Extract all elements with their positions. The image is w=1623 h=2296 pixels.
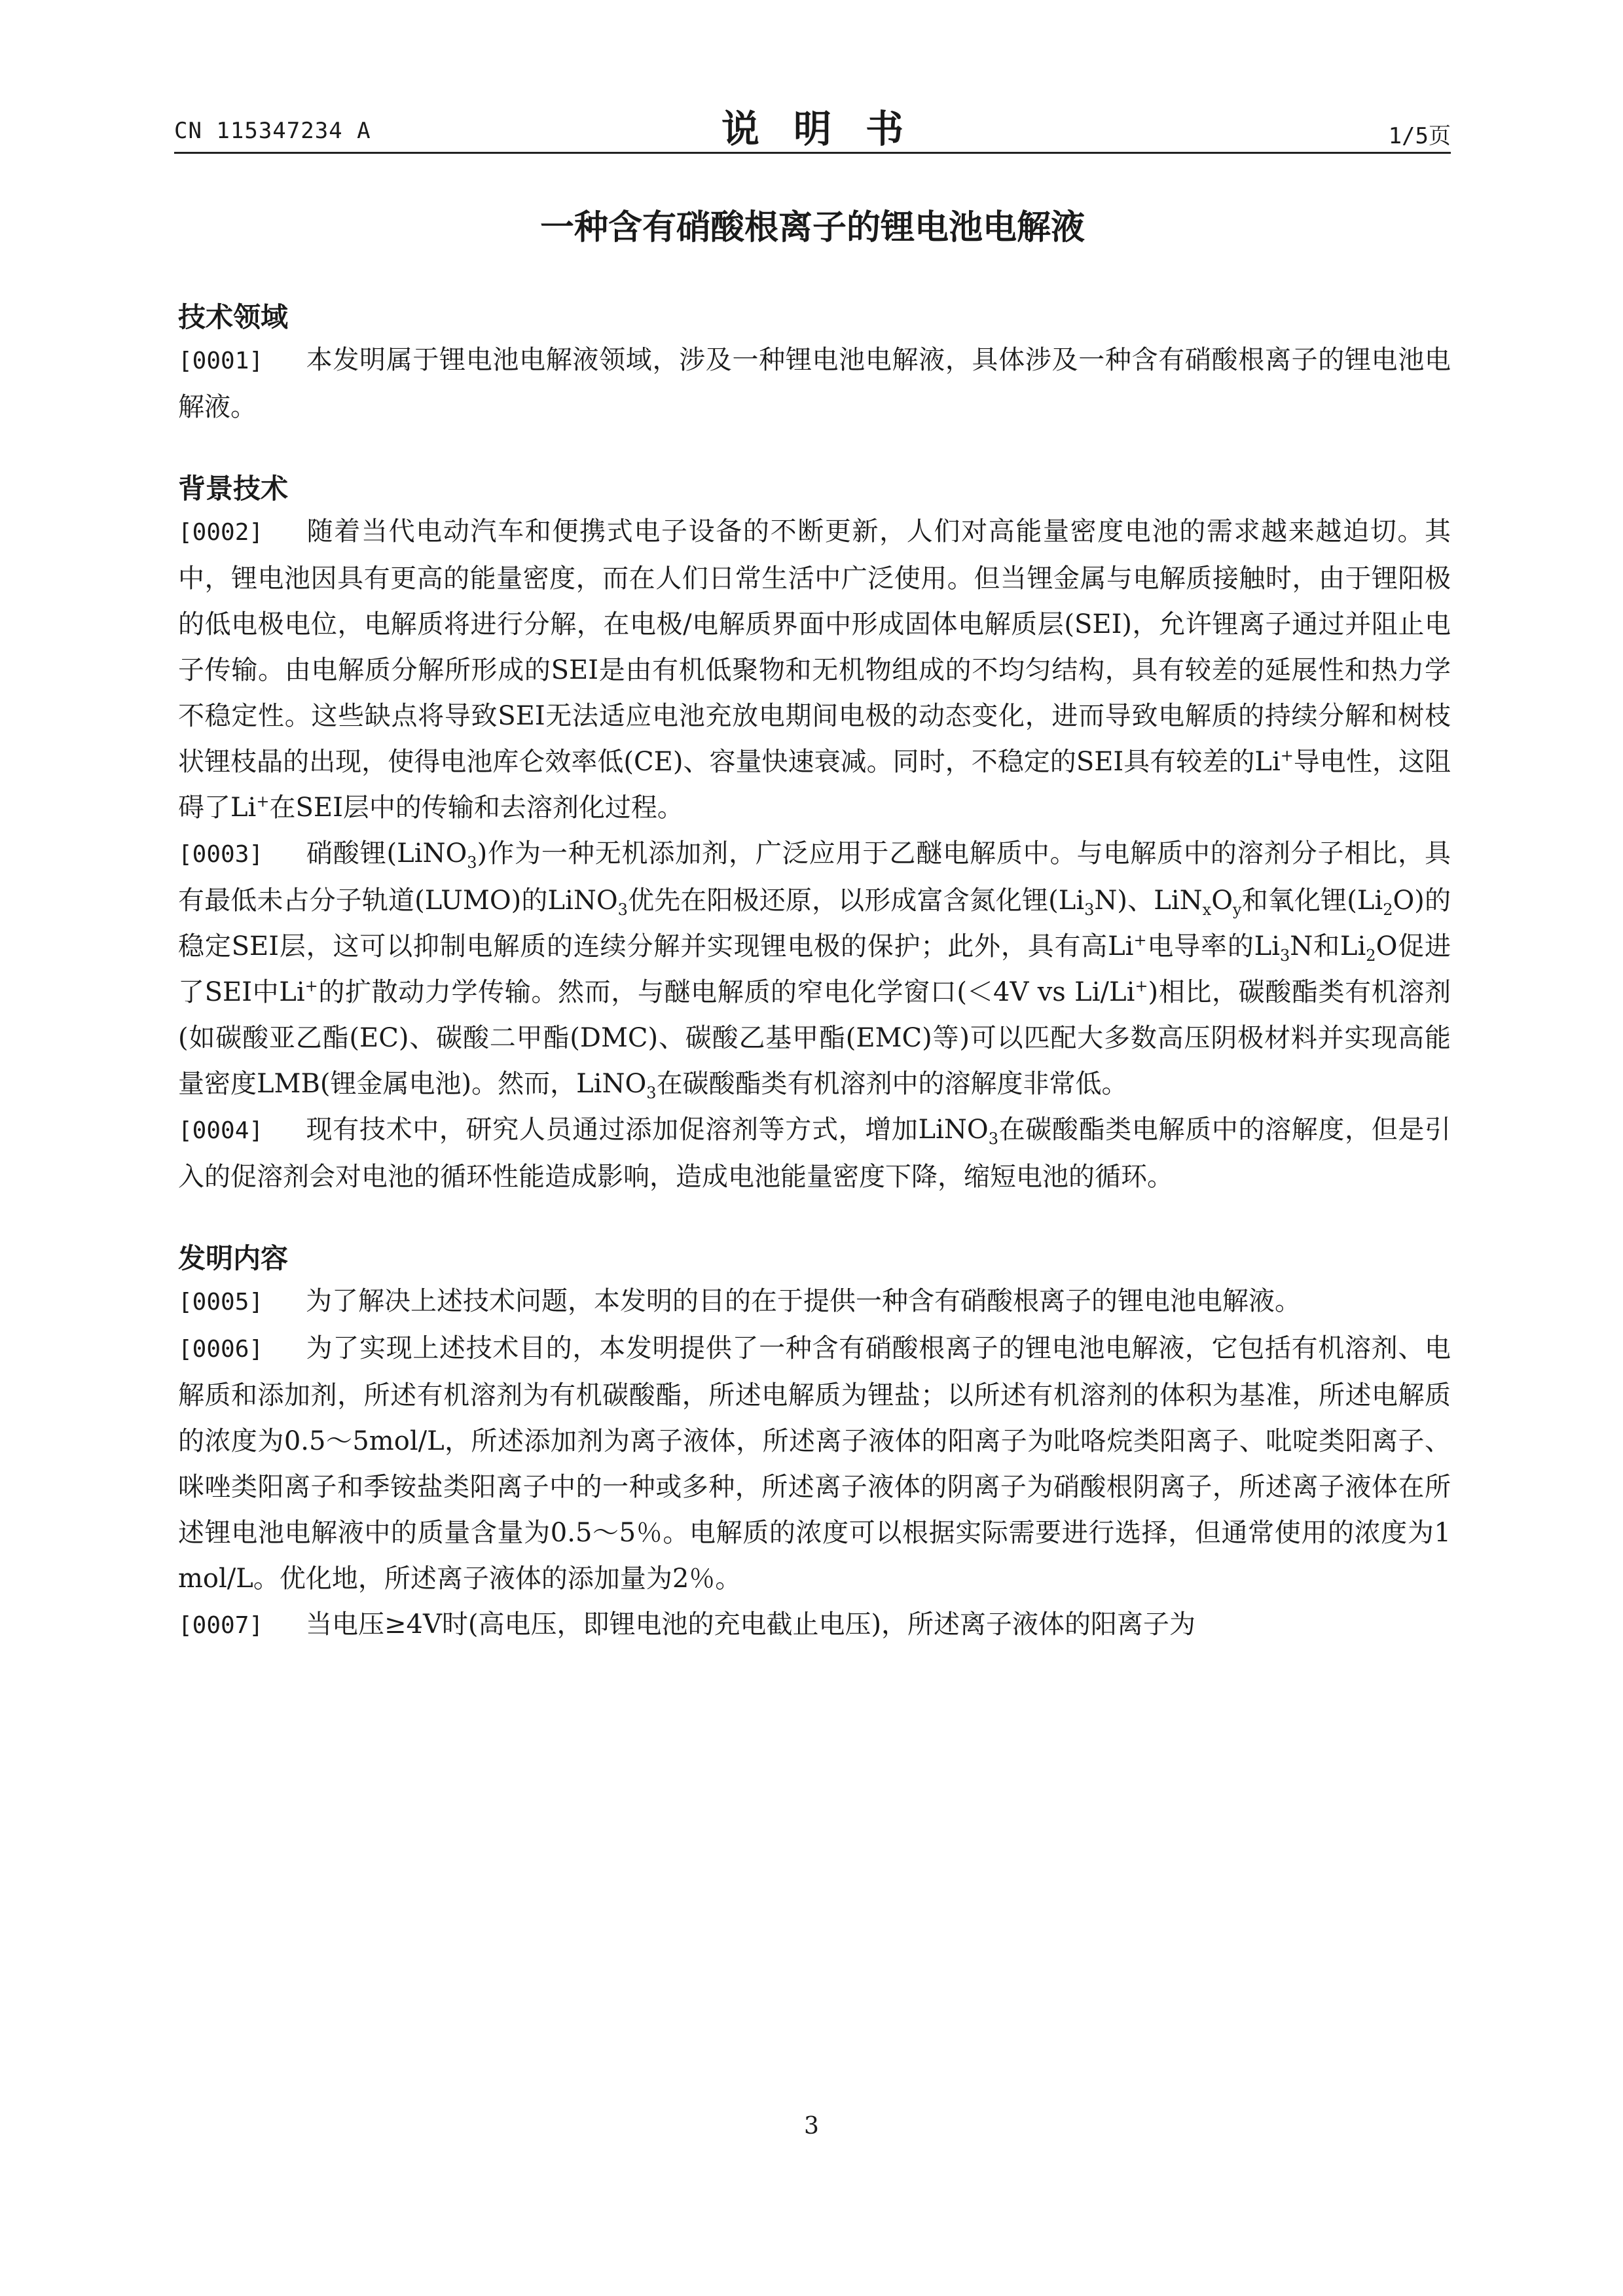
text-segment: 在碳酸酯类有机溶剂中的溶解度非常低。 xyxy=(656,1069,1128,1099)
text-segment: 的扩散动力学传输。然而，与醚电解质的窄电化学窗口(＜4V vs Li/Li xyxy=(318,977,1135,1007)
text-segment: )作为一种无机添加剂，广泛应用于乙醚电解质中。与电解质中的溶剂分子相比，具有最低未占分子轨道(LUMO)的LiNO xyxy=(178,838,1451,916)
document-title: 一种含有硝酸根离子的锂电池电解液 xyxy=(539,208,1085,247)
section-heading: 发明内容 xyxy=(178,1242,289,1274)
text-segment: O促进了SEI中Li xyxy=(178,931,1451,1007)
text-segment: 为了解决上述技术问题，本发明的目的在于提供一种含有硝酸根离子的锂电池电解液。 xyxy=(306,1286,1301,1316)
paragraph xyxy=(178,831,1451,1107)
text-segment: O)的稳定SEI层，这可以抑制电解质的连续分解并实现锂电极的保护；此外，具有高Li xyxy=(178,886,1451,961)
text-segment: 为了实现上述技术目的，本发明提供了一种含有硝酸根离子的锂电池电解液，它包括有机溶剂、电解质和添加剂，所述有机溶剂为有机碳酸酯，所述电解质为锂盐；以所述有机溶剂的体积为基准，所述电解质的浓度为0.5～5mol/L，所述添加剂为离子液体，所述离子液体的阳离子为吡咯烷类阳离子、吡啶类阳离子、咪唑类阳离子和季铵盐类阳离子中的一种或多种，所述离子液体的阴离子为硝酸根阴离子，所述离子液体在所述锂电池电解液中的质量含量为0.5～5％。电解质的浓度可以根据实际需要进行选择，但通常使用的浓度为1mol/L。优化地，所述离子液体的添加量为2％。 xyxy=(178,1333,1451,1594)
text-segment: 3 xyxy=(617,901,628,919)
paragraph-number: [0004] xyxy=(178,1117,264,1144)
text-segment: + xyxy=(304,977,318,996)
paragraph-number: [0005] xyxy=(178,1289,264,1316)
paragraph xyxy=(178,337,1451,430)
text-segment: + xyxy=(1135,977,1148,996)
text-segment: 2 xyxy=(1383,901,1393,919)
text-segment: 在SEI层中的传输和去溶剂化过程。 xyxy=(269,793,684,823)
text-segment: 优先在阳极还原，以形成富含氮化锂(Li xyxy=(627,886,1085,916)
text-segment: + xyxy=(1280,746,1294,765)
paragraph xyxy=(178,1325,1451,1602)
document-number: CN 115347234 A xyxy=(174,118,371,144)
text-segment: 3 xyxy=(1084,901,1095,919)
text-segment: 随着当代电动汽车和便携式电子设备的不断更新，人们对高能量密度电池的需求越来越迫切。其中，锂电池因具有更高的能量密度，而在人们日常生活中广泛使用。但当锂金属与电解质接触时，由于锂阳极的低电极电位，电解质将进行分解，在电极/电解质界面中形成固体电解质层(SEI)，允许锂离子通过并阻止电子传输。由电解质分解所形成的SEI是由有机低聚物和无机物组成的不均匀结构，具有较差的延展性和热力学不稳定性。这些缺点将导致SEI无法适应电池充放电期间电极的动态变化，进而导致电解质的持续分解和树枝状锂枝晶的出现，使得电池库仑效率低(CE)、容量快速衰减。同时，不稳定的SEI具有较差的Li xyxy=(178,516,1451,777)
text-segment: 3 xyxy=(646,1084,657,1102)
paragraph xyxy=(178,509,1451,831)
document-type: 说明书 xyxy=(721,107,938,151)
text-segment: 3 xyxy=(467,853,477,872)
text-segment: 导电性，这阻碍了Li xyxy=(178,747,1451,823)
text-segment: x xyxy=(1202,901,1212,919)
paragraph-number: [0003] xyxy=(178,841,264,868)
section-heading: 背景技术 xyxy=(178,473,289,505)
paragraph-number: [0007] xyxy=(178,1612,264,1639)
document-body xyxy=(178,298,1451,1649)
text-segment: N和Li xyxy=(1290,931,1366,961)
header-divider xyxy=(174,152,1451,154)
paragraph-number: [0001] xyxy=(178,348,264,374)
text-segment: 现有技术中，研究人员通过添加促溶剂等方式，增加LiNO xyxy=(306,1115,989,1145)
text-segment: 3 xyxy=(988,1130,998,1148)
paragraph xyxy=(178,1107,1451,1200)
text-segment: 在碳酸酯类电解质中的溶解度，但是引入的促溶剂会对电池的循环性能造成影响，造成电池能量密度下降，缩短电池的循环。 xyxy=(178,1115,1451,1192)
page-header xyxy=(174,98,1451,157)
text-segment: )相比，碳酸酯类有机溶剂(如碳酸亚乙酯(EC)、碳酸二甲酯(DMC)、碳酸乙基甲酯(EMC)等)可以匹配大多数高压阴极材料并实现高能量密度LMB(锂金属电池)。然而，LiNO xyxy=(178,977,1451,1099)
section-heading: 技术领域 xyxy=(178,301,289,333)
text-segment: 本发明属于锂电池电解液领域，涉及一种锂电池电解液，具体涉及一种含有硝酸根离子的锂电池电解液。 xyxy=(178,345,1451,422)
text-segment: y xyxy=(1233,901,1242,919)
text-segment: O xyxy=(1211,886,1233,916)
text-segment: 硝酸锂(LiNO xyxy=(306,838,467,869)
page-number: 3 xyxy=(804,2113,819,2140)
text-segment: N)、LiN xyxy=(1094,886,1203,916)
text-segment: 2 xyxy=(1366,946,1376,965)
text-segment: 当电压≥4V时(高电压，即锂电池的充电截止电压)，所述离子液体的阳离子为 xyxy=(306,1609,1196,1640)
text-segment: 和氧化锂(Li xyxy=(1241,886,1383,916)
text-segment: 电导率的Li xyxy=(1146,931,1281,961)
text-segment: + xyxy=(256,792,270,811)
paragraph-number: [0006] xyxy=(178,1336,264,1363)
paragraph-number: [0002] xyxy=(178,519,264,546)
paragraph xyxy=(178,1602,1451,1649)
text-segment: + xyxy=(1133,931,1147,950)
page-indicator: 1/5页 xyxy=(1388,123,1451,149)
paragraph xyxy=(178,1278,1451,1325)
text-segment: 3 xyxy=(1280,946,1290,965)
